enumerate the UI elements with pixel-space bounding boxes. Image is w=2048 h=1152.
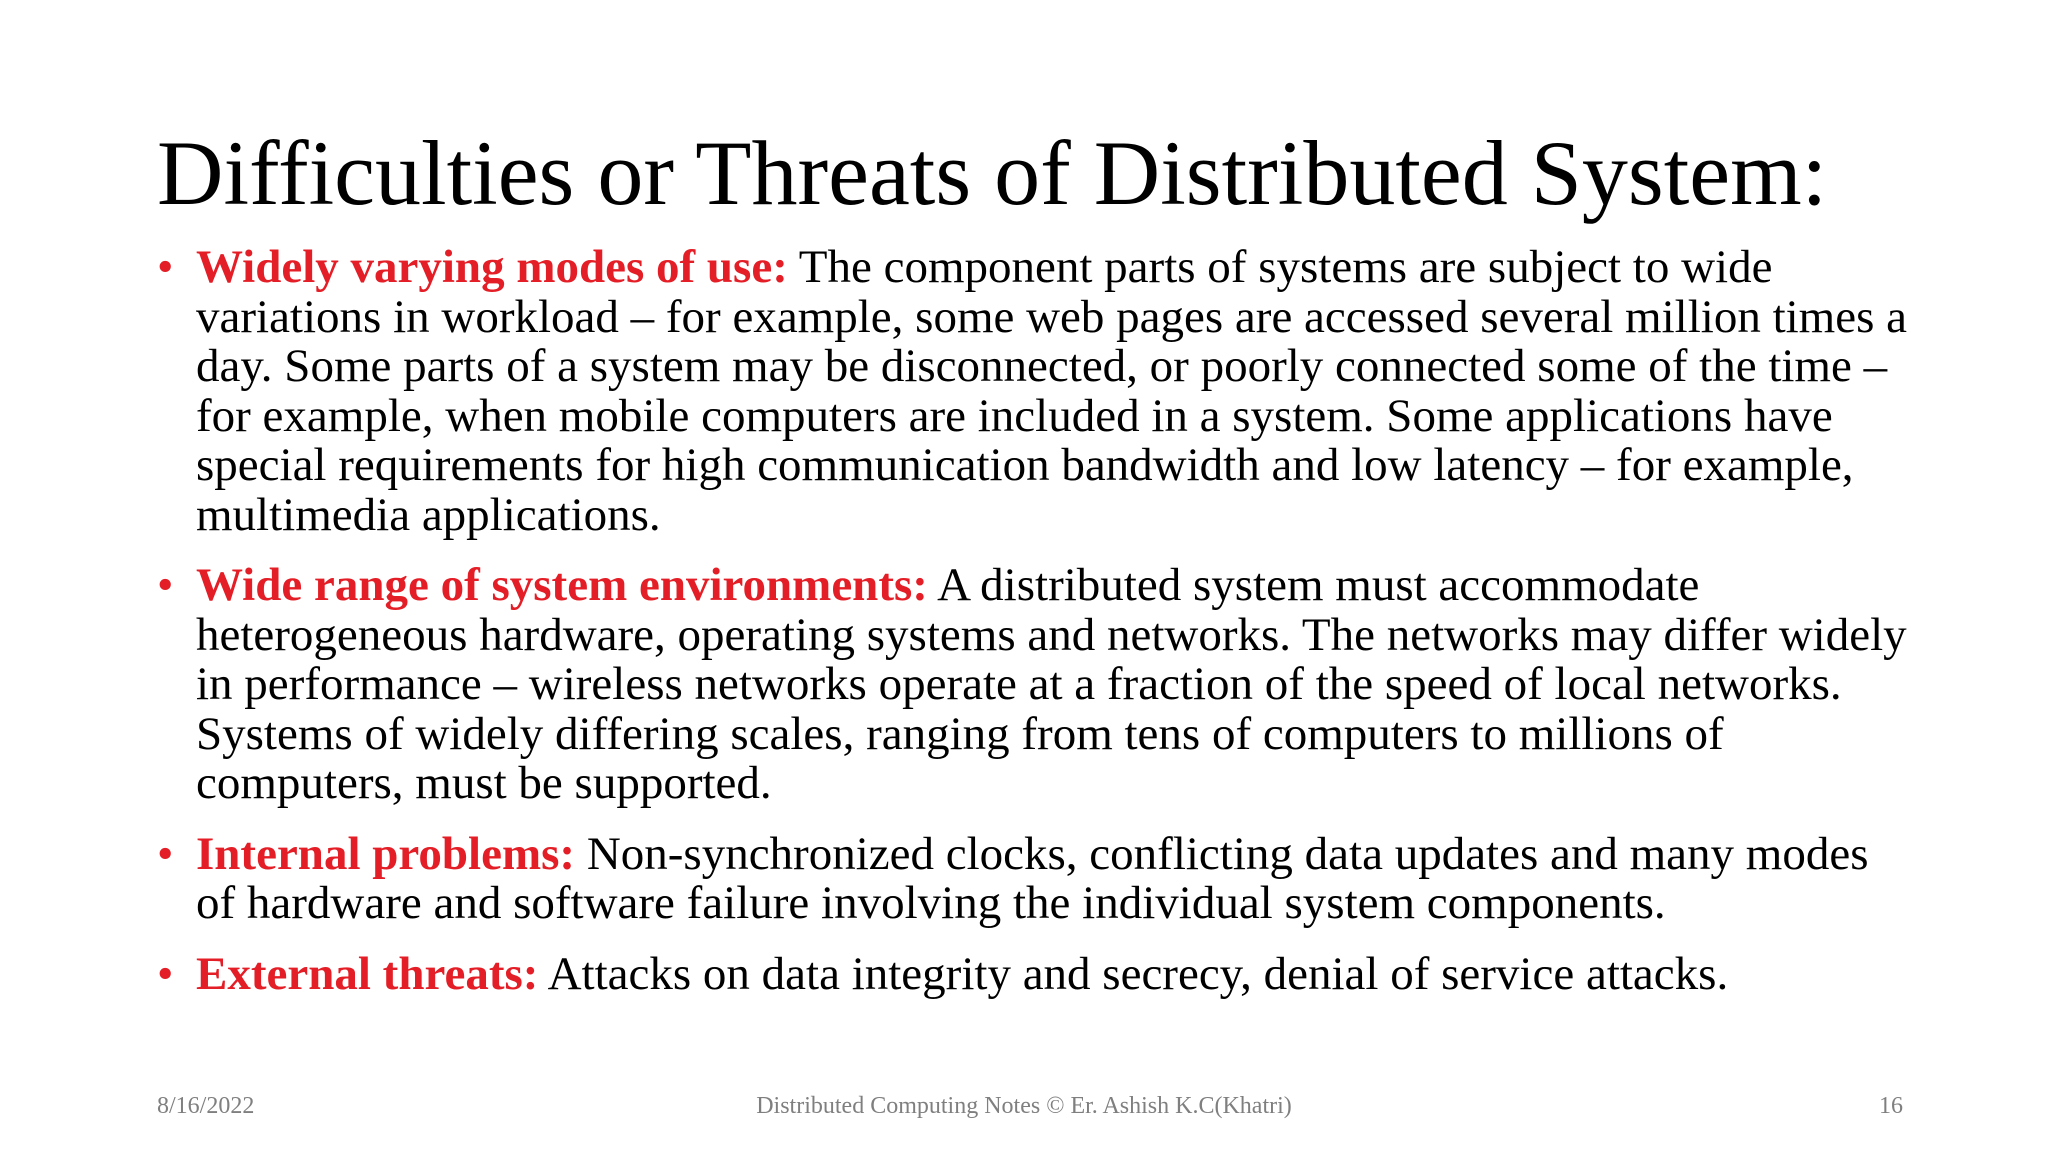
bullet-text: Non-synchronized clocks, conflicting data updates and many modes of hardware and software failure involving the individual system components.	[196, 827, 1869, 929]
bullet-item	[157, 561, 1917, 809]
page-number: 16	[1879, 1093, 1903, 1119]
bullet-text: Attacks on data integrity and secrecy, denial of service attacks.	[538, 947, 1729, 1000]
bullet-term: Wide range of system environments:	[196, 559, 928, 611]
bullet-text: A distributed system must accommodate heterogeneous hardware, operating systems and networks. The networks may differ widely in performance – wireless networks operate at a fraction of the speed of local networks. Systems of widely differing scales, ranging from tens of computers to millions of computers, must be supported.	[196, 559, 1907, 809]
bullet-icon: •	[157, 947, 174, 1000]
bullet-item	[157, 947, 1917, 1000]
slide-title: Difficulties or Threats of Distributed System:	[157, 122, 1828, 224]
bullet-item	[157, 827, 1917, 929]
bullet-item	[157, 243, 1917, 540]
bullet-list	[157, 243, 1917, 1020]
bullet-term: External threats:	[196, 947, 539, 1000]
bullet-term: Widely varying modes of use:	[196, 241, 788, 293]
bullet-icon: •	[157, 241, 174, 293]
footer-credit: Distributed Computing Notes © Er. Ashish K.C(Khatri)	[756, 1093, 1292, 1119]
bullet-icon: •	[157, 559, 174, 611]
bullet-text: The component parts of systems are subject to wide variations in workload – for example, some web pages are accessed several million times a day. Some parts of a system may be disconnected, or poorly connected some of the time – for example, when mobile computers are included in a system. Some applications have special requirements for high communication bandwidth and low latency – for example, multimedia applications.	[196, 241, 1908, 541]
bullet-term: Internal problems:	[196, 827, 576, 880]
footer-date: 8/16/2022	[157, 1093, 255, 1119]
bullet-icon: •	[157, 827, 174, 880]
